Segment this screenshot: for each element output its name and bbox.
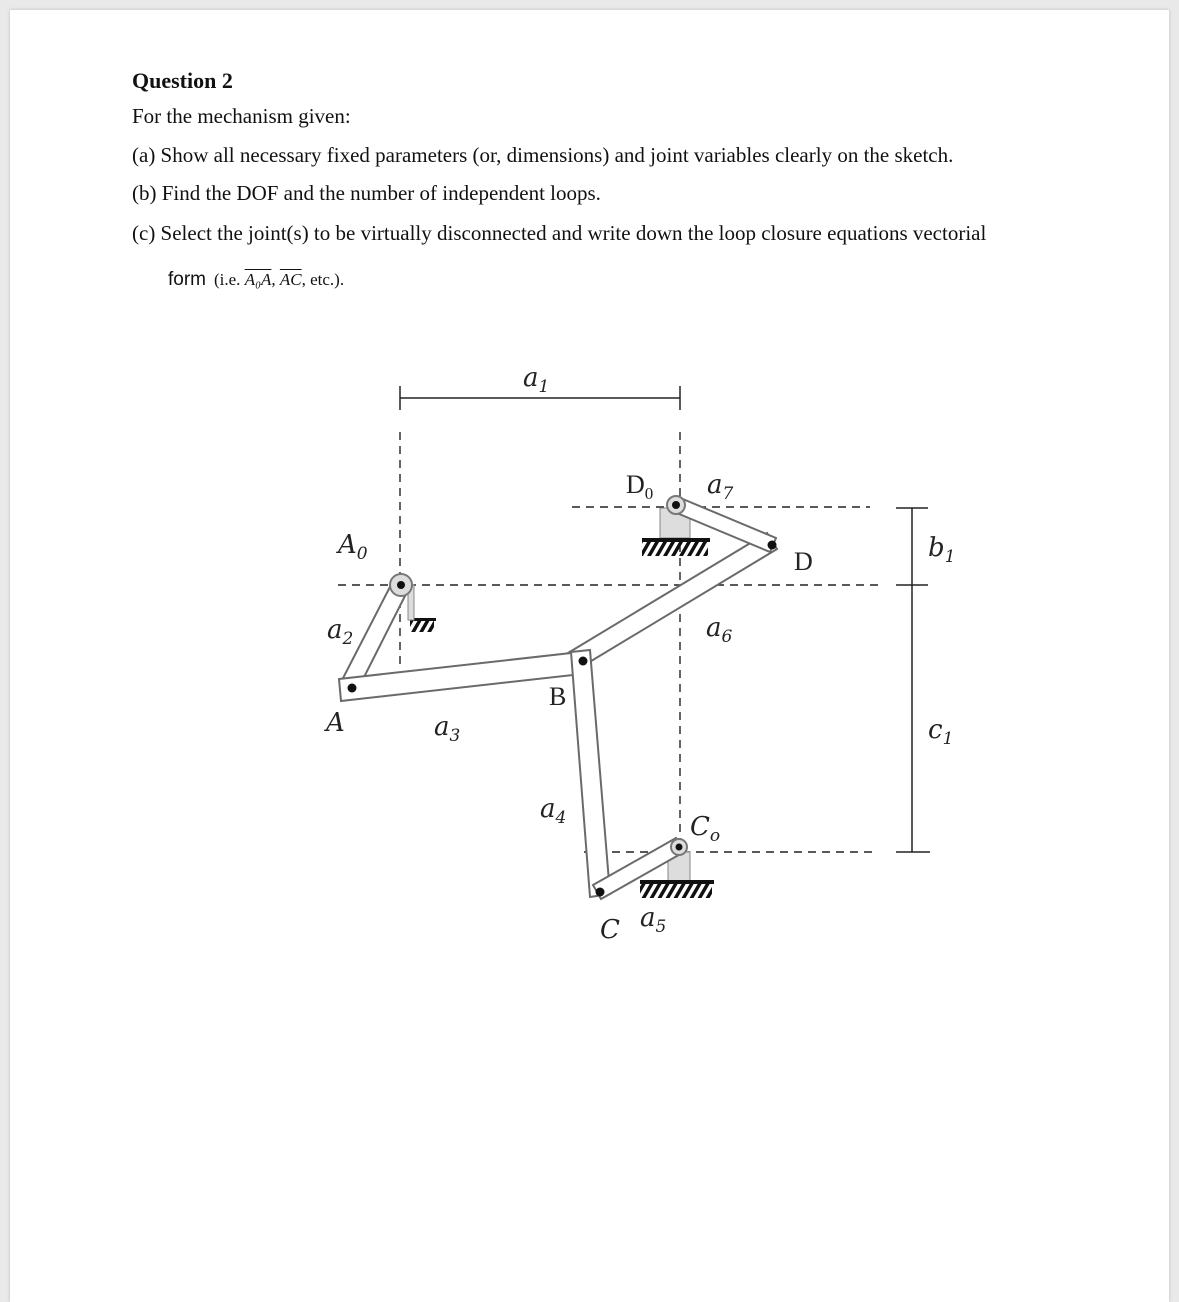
link-a4 <box>571 650 610 897</box>
link-a3 <box>339 652 582 701</box>
label-a: A <box>326 708 345 738</box>
part-c: (c) Select the joint(s) to be virtually disconnected and write down the loop closure equations vectorial <box>132 221 987 245</box>
question-intro: For the mechanism given: <box>132 104 351 128</box>
form-word: form <box>168 269 206 290</box>
label-a2: $a_2$ <box>327 615 354 649</box>
label-b: B <box>549 682 567 711</box>
label-c1: $c_1$ <box>928 715 954 749</box>
question-title: Question 2 <box>132 68 233 93</box>
label-d0: $D_0$ <box>626 470 654 503</box>
label-a3: $a_3$ <box>434 712 461 746</box>
form-example: (i.e. A₀A, $\overline{AC}$, etc.). <box>214 270 345 289</box>
label-a7: $a_7$ <box>707 470 734 504</box>
label-c: C <box>600 915 620 945</box>
joint-a <box>348 684 357 693</box>
dimension-b1-c1 <box>896 508 930 852</box>
form-example-suffix: , etc.). <box>301 270 345 289</box>
label-a5: $a_5$ <box>640 903 667 937</box>
part-a: (a) Show all necessary fixed parameters (or, dimensions) and joint variables clearly on the sketch. <box>132 143 954 167</box>
label-a0: $A_0$ <box>338 530 368 564</box>
joint-b <box>579 657 588 666</box>
label-a4: $a_4$ <box>540 794 567 828</box>
joint-c <box>596 888 605 897</box>
label-a6: $a_6$ <box>706 613 733 647</box>
form-example-prefix: (i.e. <box>214 270 241 289</box>
label-d: D <box>794 547 813 576</box>
label-b1: $b_1$ <box>928 533 956 567</box>
joint-d <box>768 541 777 550</box>
ground-a0 <box>408 585 436 632</box>
part-b: (b) Find the DOF and the number of independent loops. <box>132 181 601 205</box>
vector-ac: $\overline{AC}$ <box>279 270 302 289</box>
vector-a0a: A₀A <box>244 270 272 289</box>
label-c0: $C_o$ <box>690 812 721 846</box>
label-a1: $a_1$ <box>523 363 550 397</box>
